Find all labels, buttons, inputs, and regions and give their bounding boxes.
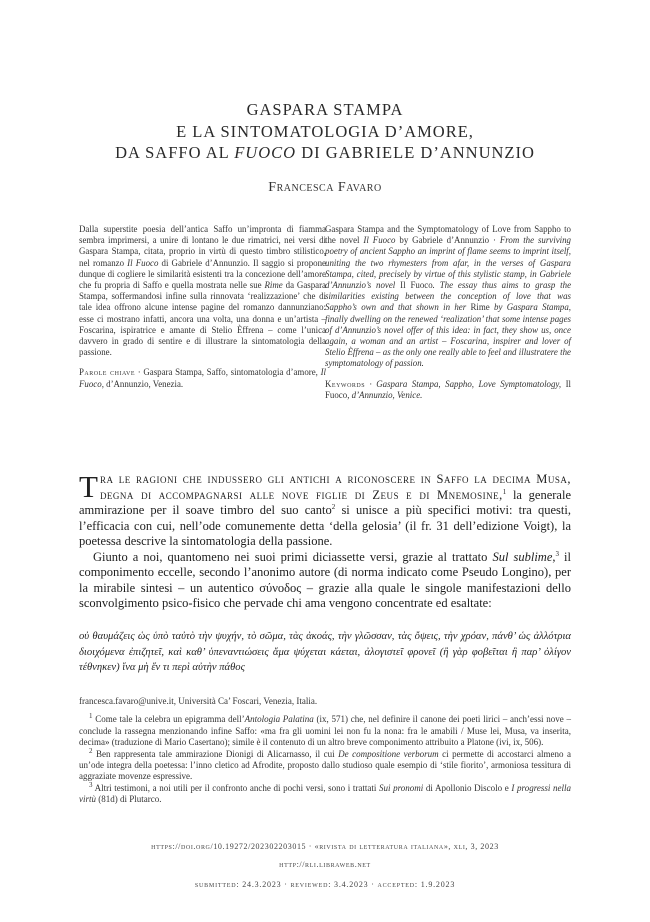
abstract-it-part-4: Rime — [264, 280, 283, 291]
body-p2-part-a: Giunto a noi, quantomeno nei suoi primi diciassette versi, grazie al trattato — [93, 549, 493, 564]
keywords-english-label: Keywords — [325, 378, 366, 389]
footnote-3-italic-2: I progressi nella virtù — [79, 782, 571, 805]
footnote-3-italic-1: Sui pronomi — [378, 782, 424, 793]
author-name: Francesca Favaro — [268, 180, 382, 195]
keywords-it-part-1: · Gaspara Stampa, Saffo, sintomatologia d’amore, — [135, 367, 321, 378]
body-paragraph-1 — [79, 469, 571, 550]
keywords-it-part-3: , d’Annunzio, Venezia. — [101, 378, 184, 389]
keywords-italian — [79, 367, 326, 389]
author-affiliation: francesca.favaro@unive.it, Università Ca’ Foscari, Venezia, Italia. — [79, 696, 318, 706]
abstract-it-part-2: Il Fuoco — [127, 257, 159, 268]
submission-dates: submitted: 24.3.2023 · reviewed: 3.4.2023 · accepted: 1.9.2023 — [194, 880, 456, 889]
body-p2-part-c: il componimento eccelle, secondo l’anonimo autore (di norma indicato come Pseudo Longino), per la mirabile sintesi – un autentico σύνοδος – grazie alla quale le singole manifestazioni dello sconvolgimento psico-fisico che pervade chi ama vengono concentrate ed esaltate: — [79, 549, 572, 610]
keywords-en-part-3: , d’Annunzio, Venice. — [347, 389, 423, 400]
doi-line[interactable]: https://doi.org/10.19272/202302203015 · «rivista di letteratura italiana», xli, 3, 2023 — [151, 842, 499, 851]
abstract-en-part-3: by Gabriele d’Annunzio · — [395, 235, 500, 246]
abstract-it-part-5: da Gaspara Stampa, soffermandosi infine sulla rinnovata ‘realizzazione’ che di tale idea offrono alcune intense pagine del romanzo dannunziano: esse ci mostrano infatti, ancora una volta, una donna e un’artista – Foscarina, ispiratrice e amante di Stelio Èffrena – come l’unica davvero in grado di sentire e di illustrare la sintomatologia della passione. — [79, 280, 326, 358]
body-p2-part-b: , — [552, 549, 556, 564]
title-fuoco: FUOCO — [234, 143, 297, 162]
footnote-1-italic: Antologia Palatina — [244, 714, 314, 725]
abstract-italian-text — [79, 224, 326, 358]
abstract-it-part-3: di Gabriele d’Annunzio. Il saggio si propone dunque di cogliere le similarità esistenti tra la concezione dell’amore che fu propria di Saffo e quella mostrata nelle sue — [79, 257, 326, 291]
footnote-2 — [79, 746, 571, 783]
footnote-3-number: 3 — [89, 780, 93, 789]
footnote-3-part-b: di Apollonio Discolo e — [423, 782, 512, 793]
abstract-en-part-5: Il Fuoco — [400, 280, 433, 291]
footnote-ref-2[interactable]: 2 — [331, 502, 336, 511]
abstract-en-part-8: by Gaspara Stampa, finally dwelling on the renewed ‘realization’ that some intense pages of d’Annunzio’s novel offer of this idea: in fact, they show us, once again, a woman and an artist – Foscarina, inspirer and lover of Stelio Èffrena – as the only one really able to feel and illustratere the symptomatology of passion. — [325, 302, 571, 369]
abstract-en-part-2: Il Fuoco — [363, 235, 396, 246]
footnote-ref-3[interactable]: 3 — [555, 549, 559, 558]
footnote-3 — [79, 780, 571, 806]
footnote-2-italic: De compositione verborum — [338, 748, 439, 759]
abstract-en-part-1: Gaspara Stampa and the Symptomatology of Love from Sappho to the novel — [325, 224, 571, 246]
article-title — [40, 99, 610, 164]
journal-url[interactable]: http://rli.libraweb.net — [279, 860, 371, 869]
drop-cap: T — [79, 469, 98, 504]
body-p1-part-c: si unisce a più specifici motivi: tra questi, l’efficacia con cui, nell’ode comunemente detta ‘della gelosia’ (il fr. 31 dell’edizione Voigt), la poetessa descrive la sintomatologia della passione. — [79, 503, 571, 548]
keywords-italian-label: Parole chiave — [79, 367, 136, 378]
abstract-english — [325, 224, 571, 401]
abstract-english-text — [325, 224, 571, 370]
footnote-1-part-b: (ix, 571) che, nel definire il canone dei poeti lirici – anch’essi nove – conclude la rassegna menzionando infine Saffo: «ma fra gli uomini lei non fu la nona: fra le amabili / Muse lei, Musa, va inserita, decima» (traduzione di Mario Casertano); simile è il contenuto di un altro breve componimento attribuito a Platone (ivi, ix, 506). — [79, 714, 571, 748]
footnote-2-number: 2 — [89, 746, 93, 755]
footnote-3-part-c: (81d) di Plutarco. — [96, 794, 162, 805]
abstract-en-part-4: From the surviving poetry of ancient Sappho an imprint of flame seems to imprint itself, uniting the two rhymesters from afar, in the verses of Gaspara Stampa, cited, precisely by virtue of this stylistic stamp, in Gabriele d’Annunzio’s novel — [325, 235, 571, 291]
keywords-english — [325, 379, 571, 401]
keywords-en-part-1: · Gaspara Stampa, Sappho, Love Symptomatology, — [365, 378, 566, 389]
abstract-en-part-7: Rime — [470, 302, 490, 313]
footnote-1-part-a: Come tale la celebra un epigramma dell’ — [92, 714, 245, 725]
footnote-1-number: 1 — [89, 712, 93, 721]
footnote-1 — [79, 714, 571, 748]
footnotes — [79, 696, 571, 806]
title-line-3 — [40, 142, 610, 164]
keywords-en-part-2: Il Fuoco — [325, 378, 571, 400]
body-p2-sul-sublime: Sul sublime — [492, 549, 553, 564]
footnote-2-part-b: ci permette di accostarci almeno a un’ode integra della poetessa: l’inno cletico ad Afrodite, proposto dallo studioso quale esempio di ‘stile fiorito’, armoniosa tessitura di aggraziate movenze espressive. — [79, 748, 571, 782]
title-line-3-start: DA SAFFO AL — [115, 143, 235, 162]
body-p1-part-a: ra le ragioni che indussero gli antichi a riconoscere in Saffo la decima Musa, degna di accompagnarsi alle nove figlie di Zeus e di Mnemosine, — [99, 472, 571, 502]
title-line-2: E LA SINTOMATOLOGIA D’AMORE, — [176, 121, 474, 141]
title-line-1: GASPARA STAMPA — [246, 100, 404, 119]
footnote-2-part-a: Ben rappresenta tale ammirazione Dionigi di Alicarnasso, il cui — [92, 748, 339, 759]
abstract-italian — [79, 224, 326, 390]
footnote-ref-1[interactable]: 1 — [502, 487, 507, 496]
body-p1-part-b: la generale ammirazione per il soave timbro del suo canto — [79, 487, 571, 517]
footnote-3-part-a: Altri testimoni, a noi utili per il confronto anche di pochi versi, sono i trattati — [92, 782, 379, 793]
keywords-it-part-2: Il Fuoco — [79, 367, 326, 389]
title-line-3-end: DI GABRIELE D’ANNUNZIO — [296, 143, 535, 162]
greek-quotation: οὐ θαυμάζεις ὡς ὑπὸ ταὐτὸ τὴν ψυχήν, τὸ σῶμα, τὰς ἀκοάς, τὴν γλῶσσαν, τὰς ὄψεις, τὴν χρόαν, πάνθ’ ὡς ἀλλότρια διοιχόμενα ἐπιζητεῖ, καὶ καθ’ ὑπεναντιώσεις ἅμα ψύχεται κάεται, ἀλογιστεῖ φρονεῖ (ἢ γὰρ φοβεῖται ἢ παρ’ ὀλίγον τέθνηκεν) ἵνα μὴ ἕν τι περὶ αὐτὴν πάθος — [79, 631, 571, 673]
abstract-en-part-6: . The essay thus aims to grasp the similarities existing between the conception of love that was Sappho’s own and that shown in her — [325, 280, 572, 313]
main-body — [79, 469, 572, 612]
abstract-it-part-1: Dalla superstite poesia dell’antica Saffo un’impronta di fiamma sembra imprimersi, a unire di lontano le due rimatrici, nei versi di Gaspara Stampa, citata, proprio in virtù di questo timbro stilistico, nel romanzo — [79, 224, 326, 268]
body-paragraph-2 — [79, 550, 571, 612]
